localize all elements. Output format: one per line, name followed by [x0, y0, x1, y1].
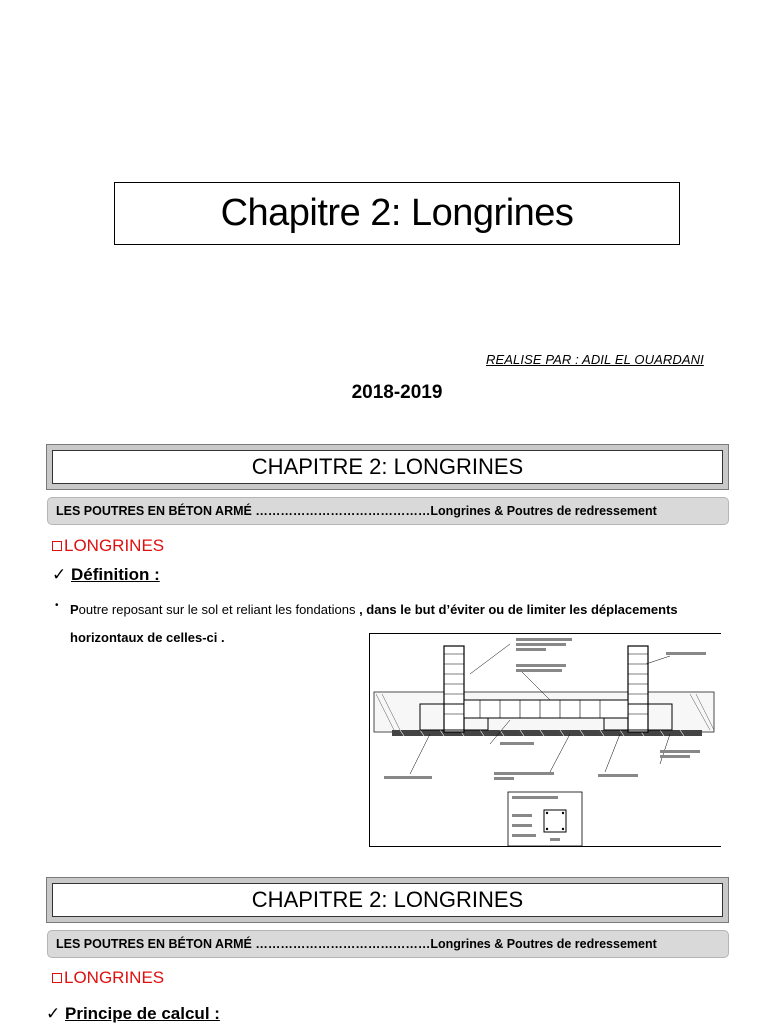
checkbox-square-icon — [52, 973, 62, 983]
slide1-subbar: LES POUTRES EN BÉTON ARMÉ ……………………………………Longrines & Poutres de redressement — [47, 497, 729, 525]
document-title: Chapitre 2: Longrines — [220, 192, 574, 234]
slide2-heading-label: Principe de calcul : — [64, 1004, 220, 1023]
slide2-section-title — [52, 968, 164, 988]
checkbox-square-icon — [52, 541, 62, 551]
slide1-section-title — [52, 536, 164, 556]
bullet-icon: • — [55, 600, 59, 611]
slide2-subbar: LES POUTRES EN BÉTON ARMÉ ……………………………………Longrines & Poutres de redressement — [47, 930, 729, 958]
checkmark-icon: ✓ — [52, 565, 67, 584]
slide2-header-frame — [46, 877, 729, 923]
checkmark-icon: ✓ — [46, 1004, 61, 1023]
slide1-heading — [52, 565, 160, 585]
title-box — [114, 182, 680, 245]
academic-year: 2018-2019 — [351, 382, 443, 403]
longrine-technical-drawing — [369, 633, 721, 847]
slide1-section-label: LONGRINES — [64, 536, 165, 555]
slide1-header: CHAPITRE 2: LONGRINES — [52, 450, 723, 484]
author-line: REALISE PAR : ADIL EL OUARDANI — [486, 352, 704, 367]
slide2-header: CHAPITRE 2: LONGRINES — [52, 883, 723, 917]
para-initial: P — [70, 602, 79, 617]
slide2-heading — [46, 1004, 220, 1024]
slide1-header-frame — [46, 444, 729, 490]
para-bold-text: , dans le but d’éviter ou de limiter les déplacements horizontaux de celles-ci . — [70, 602, 678, 645]
drawing-svg — [370, 634, 722, 848]
slide2-section-label: LONGRINES — [64, 968, 165, 987]
para-normal-text: outre reposant sur le sol et reliant les fondations — [78, 602, 360, 617]
slide1-heading-label: Définition : — [70, 565, 160, 584]
